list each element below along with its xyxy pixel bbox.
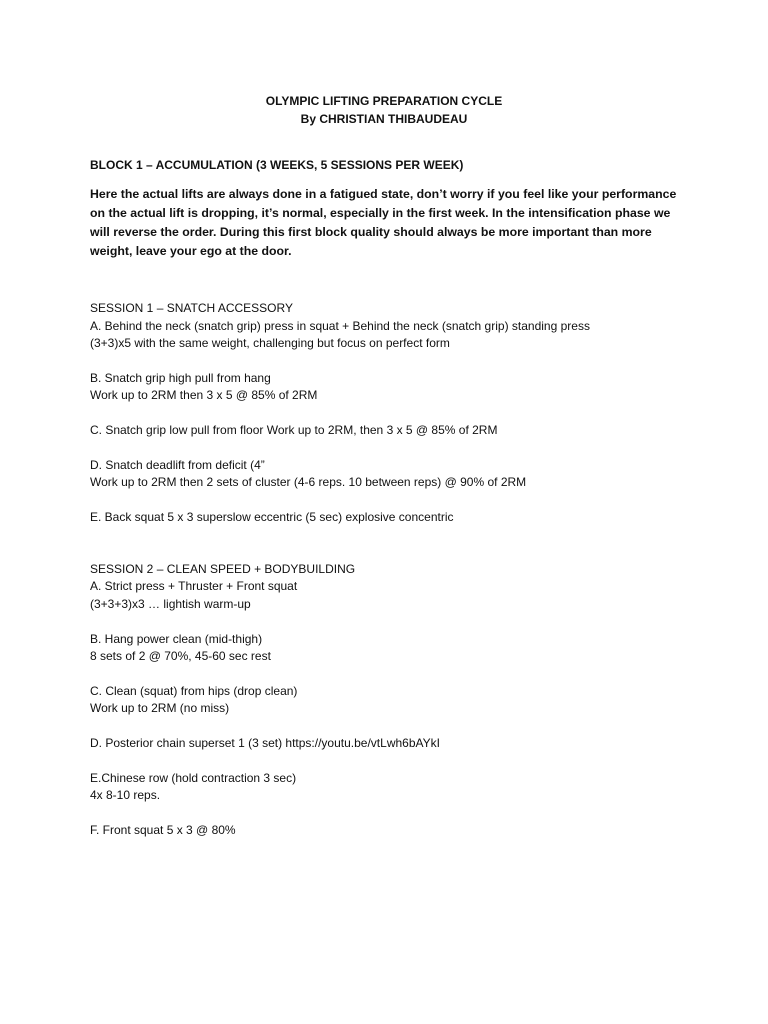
session2-item-e-line2: 4x 8-10 reps.: [90, 788, 161, 802]
session1-item-a-line2: (3+3)x5 with the same weight, challenging but focus on perfect form: [90, 336, 450, 350]
session1-item-a-line1: A. Behind the neck (snatch grip) press in squat + Behind the neck (snatch grip) standing press: [90, 319, 590, 333]
session1-item-e-line1: E. Back squat 5 x 3 superslow eccentric (5 sec) explosive concentric: [90, 510, 454, 524]
intro-line: Here the actual lifts are always done in a fatigued state, don’t worry if you feel like your performance: [90, 187, 677, 201]
session2-item-b-line1: B. Hang power clean (mid-thigh): [90, 632, 263, 646]
session1-item-d-line1: D. Snatch deadlift from deficit (4”: [90, 458, 265, 472]
session1-heading: SESSION 1 – SNATCH ACCESSORY: [90, 301, 293, 315]
session2-item-d-line1: D. Posterior chain superset 1 (3 set) https://youtu.be/vtLwh6bAYkI: [90, 736, 440, 750]
session2-item-c-line2: Work up to 2RM (no miss): [90, 701, 230, 715]
intro-paragraph: [90, 185, 690, 261]
session1-item-d-line2: Work up to 2RM then 2 sets of cluster (4-6 reps. 10 between reps) @ 90% of 2RM: [90, 475, 527, 489]
session1-item-b-line2: Work up to 2RM then 3 x 5 @ 85% of 2RM: [90, 388, 318, 402]
session1-item-b-line1: B. Snatch grip high pull from hang: [90, 371, 271, 385]
document-title: OLYMPIC LIFTING PREPARATION CYCLE: [265, 94, 503, 108]
session1-item-c-line1: C. Snatch grip low pull from floor Work up to 2RM, then 3 x 5 @ 85% of 2RM: [90, 423, 498, 437]
intro-line: will reverse the order. During this first block quality should always be more important than more: [90, 225, 652, 239]
session2-heading: SESSION 2 – CLEAN SPEED + BODYBUILDING: [90, 562, 356, 576]
session2-item-b-line2: 8 sets of 2 @ 70%, 45-60 sec rest: [90, 649, 271, 663]
session2-item-a-line1: A. Strict press + Thruster + Front squat: [90, 579, 298, 593]
session2-item-f-line1: F. Front squat 5 x 3 @ 80%: [90, 823, 236, 837]
block-heading: BLOCK 1 – ACCUMULATION (3 WEEKS, 5 SESSIONS PER WEEK): [90, 158, 464, 172]
session2-item-c-line1: C. Clean (squat) from hips (drop clean): [90, 684, 298, 698]
intro-line: on the actual lift is dropping, it’s normal, especially in the first week. In the intensification phase we: [90, 206, 671, 220]
document-author: By CHRISTIAN THIBAUDEAU: [300, 112, 468, 126]
session2-item-e-line1: E.Chinese row (hold contraction 3 sec): [90, 771, 297, 785]
intro-line: weight, leave your ego at the door.: [90, 244, 292, 258]
session2-item-a-line2: (3+3+3)x3 … lightish warm-up: [90, 597, 251, 611]
